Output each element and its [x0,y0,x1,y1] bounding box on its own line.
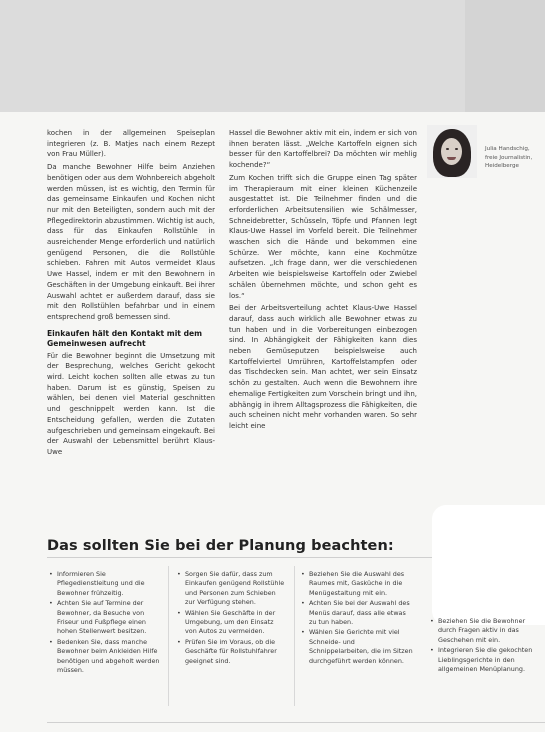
divider [47,557,432,558]
portrait-eye [446,148,449,150]
column-divider [168,566,169,706]
caption-line: freie Journalistin, [485,154,533,161]
planning-list-1 [49,570,161,676]
column-divider [294,566,295,706]
portrait-face [441,138,462,165]
list-item: • Informieren Sie Pflegedienstleitung und die Bewohner frühzeitig. [49,570,161,598]
list-item: • Wählen Sie Geschäfte in der Umgebung, um den Einsatz von Autos zu vermeiden. [177,609,287,637]
list-item: • Achten Sie auf Termine der Bewohner, da Besuche von Friseur und Fußpflege einen hohen Stellenwert besitzen. [49,599,161,637]
article-paragraph: Bei der Arbeitsverteilung achtet Klaus-Uwe Hassel darauf, dass auch wirklich alle Bewohner etwas zu tun haben und in die Vorbereitungen einbezogen sind. In Abhängigkeit der Fähigkeiten kann dies neben Gemüseputzen beispielsweise auch Kartoffelviertel Umrühren, Kartoffelstampfen oder das Tischdecken sein. Man achtet, wer sein Einsatz schön zu gestalten. Auch wenn die Bewohnern ihre ehemalige Fertigkeiten zum Vorschein bringt und ihn, abhängig in ihrem Alltagsprozess die Fähigkeiten, die auch scheinen nicht mehr vorhanden waren. So sehr leicht eine [229,304,417,430]
caption-line: Heidelberge [485,163,519,170]
author-portrait [427,125,477,178]
article-paragraph: Da manche Bewohner Hilfe beim Anziehen benötigen oder aus dem Wohnbereich abgeholt werden müssen, ist es wichtig, den Termin für das gemeinsame Einkaufen und Kochen nicht nur mit den Beteiligten, sondern auch mit der Pflegedirektorin abzustimmen. Wichtig ist auch, dass für das Einkaufen Rollstühle in ausreichender Menge erforderlich und natürlich genügend Personen, die die Rollstühle schieben. Fahren mit Autos vermeidet Klaus Uwe Hassel, indem er mit den Bewohnern in Geschäften in der Umgebung einkauft. Bei ihrer Auswahl achtet er außerdem darauf, dass sie mit den Rollstühlen befahrbar und in einem entsprechend groß bemessen sind. [47,163,215,321]
list-item: • Bedenken Sie, dass manche Bewohner beim Ankleiden Hilfe benötigen und abgeholt werden müssen. [49,638,161,676]
caption-line: Julia Handschig, [485,146,530,152]
planning-box-tab [432,505,545,625]
planning-list-3 [301,570,415,667]
section-heading: Einkaufen hält den Kontakt mit dem Gemeinwesen aufrecht [47,328,203,349]
list-item: • Beziehen Sie die Auswahl des Raumes mit, Gasküche in die Menügestaltung mit ein. [301,570,415,598]
article-paragraph: Zum Kochen trifft sich die Gruppe einen Tag später im Therapieraum mit einer kleinen Küchenzeile ausgestattet ist. Die Teilnehmer finden und die erforderlichen Arbeitsutensilien wie Schälmesser, Schneidebretter, Schüsseln, Töpfe und Pfannen legt Klaus-Uwe Hassel im Vorfeld bereit. Die Teilnehmer waschen sich die Hände und bekommen eine Schürze. Wer möchte, kann eine Kochmütze aufsetzen. „Ich frage dann, wer die verschiedenen Arbeiten wie beispielsweise Kartoffeln oder Zwiebel schälen übernehmen möchte, und schon geht es los.“ [229,173,417,300]
footer-rule [47,722,545,723]
list-item: • Sorgen Sie dafür, dass zum Einkaufen genügend Rollstühle und Personen zum Schieben zur Verfügung stehen. [177,570,287,608]
planning-list-2 [177,570,287,667]
list-item: • Prüfen Sie im Voraus, ob die Geschäfte für Rollstuhlfahrer geeignet sind. [177,638,287,666]
article-paragraph: Hassel die Bewohner aktiv mit ein, indem er sich von ihnen beraten lässt. „Welche Kartoffeln eignen sich besser für den Kartoffelbrei? Da möchten wir mehlig kochende?“ [229,129,417,170]
portrait-eye [455,148,458,150]
header-band [0,0,545,112]
list-item: • Wählen Sie Gerichte mit viel Schneide- und Schnippelarbeiten, die im Sitzen durchgeführt werden können. [301,628,415,666]
list-item: • Achten Sie bei der Auswahl des Menüs darauf, dass alle etwas zu tun haben. [301,599,415,627]
author-caption [485,145,543,171]
list-item: • Integrieren Sie die gekochten Lieblingsgerichte in den allgemeinen Menüplanung. [430,646,543,674]
list-item: • Beziehen Sie die Bewohner durch Fragen aktiv in das Geschehen mit ein. [430,617,543,645]
planning-box-title: Das sollten Sie bei der Planung beachten: [47,538,394,554]
article-paragraph: kochen in der allgemeinen Speiseplan integrieren (z. B. Matjes nach einem Rezept von Frau Müller). [47,129,215,159]
planning-list-4 [430,617,543,675]
article-paragraph: Für die Bewohner beginnt die Umsetzung mit der Besprechung, welches Gericht gekocht wird. Leicht kochen sollten alle etwas zu tun haben. Darum ist es günstig, Speisen zu wählen, bei denen viel Material geschnitten und geschnippelt werden kann. Ist die Entscheidung gefallen, werden die Zutaten aufgeschrieben und gemeinsam eingekauft. Bei der Auswahl der Lebensmittel berührt Klaus-Uwe [47,351,215,456]
article-column-2 [229,128,417,434]
article-column-1 [47,128,215,460]
header-tab [465,0,545,112]
